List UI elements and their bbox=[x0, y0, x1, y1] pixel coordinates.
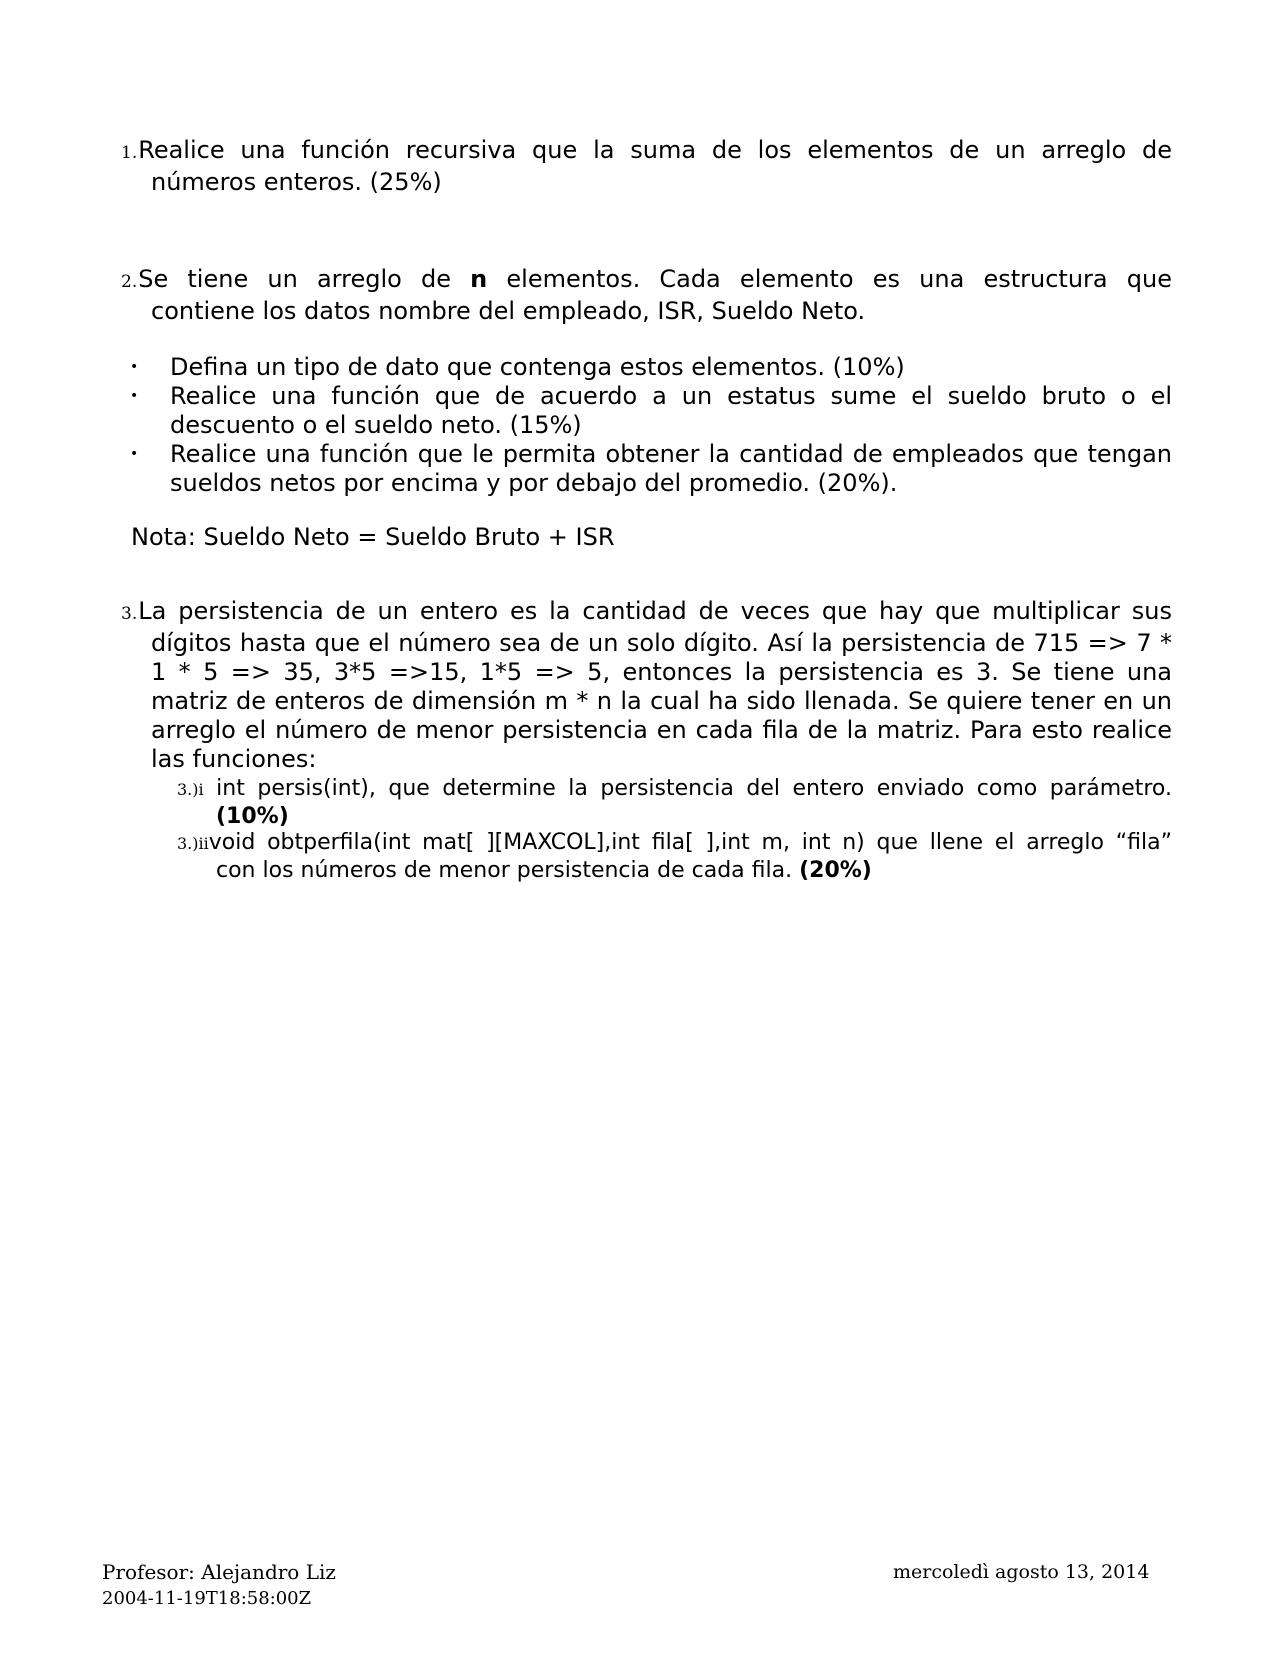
question-3-body: dígitos hasta que el número sea de un solo dígito. Así la persistencia de 715 => 7 * 1 * 5 => 35, 3*5 =>15, 1*5 => 5, entonces la persistencia es 3. Se tiene una matriz de enteros de dimensión m * n la cual ha sido llenada. Se quiere tener en un arreglo el número de menor persistencia en cada fila de la matriz. Para esto realice las funciones: bbox=[151, 629, 1172, 773]
footer-date: mercoledì agosto 13, 2014 bbox=[893, 1561, 1150, 1583]
question-3-text: La persistencia de un entero es la cantidad de veces que hay que multiplicar sus bbox=[138, 597, 1172, 625]
question-2 bbox=[121, 265, 1172, 326]
question-1-text: Realice una función recursiva que la suma de los elementos de un arreglo de bbox=[138, 136, 1172, 164]
question-2-line-2: contiene los datos nombre del empleado, ISR, Sueldo Neto. bbox=[151, 297, 866, 325]
bullet-icon: • bbox=[130, 388, 139, 404]
question-3-sub-i-number: 3.)i bbox=[177, 780, 204, 799]
question-3 bbox=[121, 597, 1172, 774]
question-2-bullet-list bbox=[130, 353, 1172, 498]
footer-professor: Profesor: Alejandro Liz bbox=[102, 1560, 336, 1584]
question-1-number: 1. bbox=[121, 143, 138, 163]
question-3-sub-ii-weight: (20%) bbox=[799, 858, 872, 883]
question-2-bold-n: n bbox=[470, 265, 488, 293]
question-3-sub-i-weight: (10%) bbox=[216, 804, 289, 829]
bullet-text: Defina un tipo de dato que contenga estos elementos. (10%) bbox=[170, 353, 905, 381]
question-3-sub-i-text: int persis(int), que determine la persistencia del entero enviado como parámetro. bbox=[203, 776, 1172, 801]
question-3-line-1 bbox=[121, 597, 1172, 629]
question-1-line-2: números enteros. (25%) bbox=[151, 168, 442, 196]
question-1-line-1 bbox=[121, 136, 1172, 168]
question-3-sub-i bbox=[177, 775, 1172, 830]
question-2-text-a: Se tiene un arreglo de bbox=[138, 265, 471, 293]
question-2-text-b: elementos. Cada elemento es una estructura que bbox=[487, 265, 1173, 293]
bullet-item bbox=[130, 382, 1172, 440]
question-2-note: Nota: Sueldo Neto = Sueldo Bruto + ISR bbox=[131, 523, 615, 551]
footer-timestamp: 2004-11-19T18:58:00Z bbox=[102, 1588, 312, 1609]
question-3-sub-ii-line-1 bbox=[177, 829, 1172, 857]
question-1 bbox=[121, 136, 1172, 197]
question-3-sub-ii-text: void obtperfila(int mat[ ][MAXCOL],int fila[ ],int m, int n) que llene el arreglo “fila” bbox=[208, 830, 1172, 855]
question-3-sub-ii-text-2: con los números de menor persistencia de cada fila. bbox=[216, 858, 800, 883]
bullet-item bbox=[130, 353, 1172, 382]
bullet-icon: • bbox=[130, 446, 139, 462]
question-3-sub-i-line-1 bbox=[177, 775, 1172, 803]
question-3-sub-ii-number: 3.)ii bbox=[177, 834, 209, 853]
question-3-sub-i-line-2 bbox=[177, 803, 1172, 830]
bullet-text: Realice una función que de acuerdo a un estatus sume el sueldo bruto o el descuento o el sueldo neto. (15%) bbox=[170, 382, 1172, 439]
bullet-icon: • bbox=[130, 359, 139, 375]
question-2-number: 2. bbox=[121, 272, 138, 292]
question-3-sub-ii-line-2 bbox=[177, 857, 1172, 884]
bullet-text: Realice una función que le permita obtener la cantidad de empleados que tengan sueldos netos por encima y por debajo del promedio. (20%). bbox=[170, 440, 1172, 497]
question-2-line-1 bbox=[121, 265, 1172, 297]
question-3-number: 3. bbox=[121, 604, 138, 624]
question-3-sub-ii bbox=[177, 829, 1172, 884]
bullet-item bbox=[130, 440, 1172, 498]
